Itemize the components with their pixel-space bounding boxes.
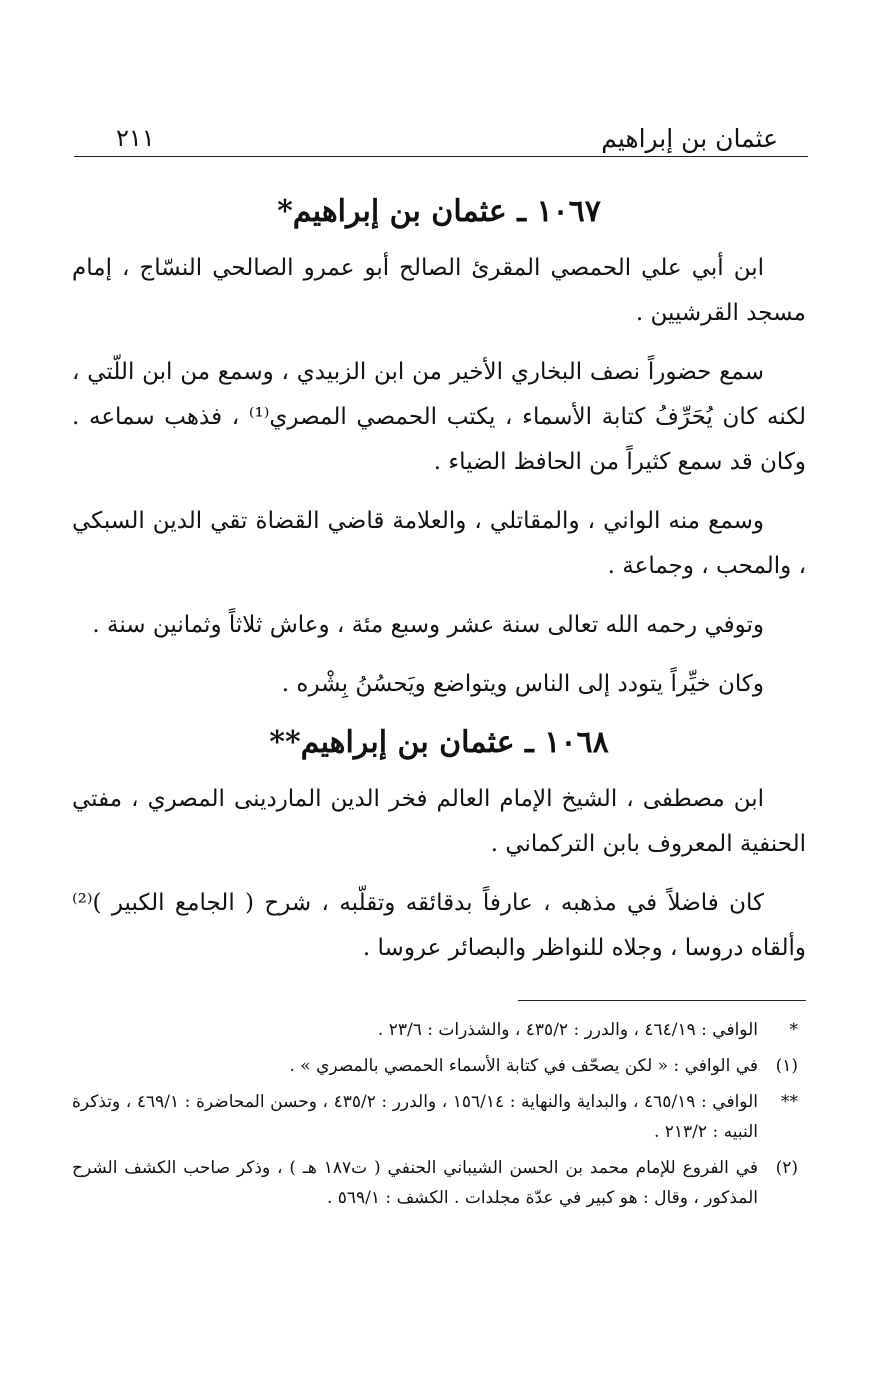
footnote [72, 1051, 806, 1081]
paragraph: ابن مصطفى ، الشيخ الإمام العالم فخر الدين الماردينى المصري ، مفتي الحنفية المعروف بابن التركماني . [72, 786, 806, 857]
footnote-divider [518, 1000, 806, 1001]
footnote [72, 1087, 806, 1147]
entry-heading: ١٠٦٨ ـ عثمان بن إبراهيم** [269, 725, 609, 760]
footnote-marker: (١) [775, 1056, 798, 1076]
paragraph: كان فاضلاً في مذهبه ، عارفاً بدقائقه وتقلّبه ، شرح ( الجامع الكبير )⁽²⁾ وألقاه دروسا ، وجلاه للنواظر والبصائر عروسا . [72, 890, 806, 961]
footnote-text: في الوافي : « لكن يصحّف في كتابة الأسماء الحمصي بالمصري » . [289, 1056, 758, 1076]
page-number: ٢١١ [116, 124, 155, 152]
footnote-text: الوافي : ٤٦٤/١٩ ، والدرر : ٤٣٥/٢ ، والشذرات : ٢٣/٦ . [377, 1020, 758, 1040]
footnote-text: الوافي : ٤٦٥/١٩ ، والبداية والنهاية : ١٥٦/١٤ ، والدرر : ٤٣٥/٢ ، وحسن المحاضرة : ٤٦٩/١ ، وتذكرة النبيه : ٢١٣/٢ . [72, 1092, 758, 1142]
footnote-marker: ** [781, 1092, 798, 1112]
paragraph: ابن أبي علي الحمصي المقرئ الصالح أبو عمرو الصالحي النسّاج ، إمام مسجد القرشيين . [72, 255, 806, 326]
footnote [72, 1153, 806, 1213]
main-text [72, 180, 806, 985]
biography-entry-1068 [72, 721, 806, 971]
paragraph: وسمع منه الواني ، والمقاتلي ، والعلامة قاضي القضاة تقي الدين السبكي ، والمحب ، وجماعة . [72, 508, 806, 579]
footnote [72, 1015, 806, 1045]
footnote-marker: * [789, 1020, 798, 1040]
running-title: عثمان بن إبراهيم [601, 124, 778, 153]
paragraph: وتوفي رحمه الله تعالى سنة عشر وسبع مئة ، وعاش ثلاثاً وثمانين سنة . [92, 612, 764, 638]
page-header [74, 112, 808, 157]
entry-heading: ١٠٦٧ ـ عثمان بن إبراهيم* [277, 194, 601, 229]
paragraph: وكان خيِّراً يتودد إلى الناس ويتواضع ويَحسُنُ بِشْره . [281, 671, 764, 697]
footnotes [72, 1000, 806, 1219]
biography-entry-1067 [72, 190, 806, 707]
footnote-marker: (٢) [775, 1158, 798, 1178]
footnote-text: في الفروع للإمام محمد بن الحسن الشيباني الحنفي ( ت١٨٧ هـ ) ، وذكر صاحب الكشف الشرح المذكور ، وقال : هو كبير في عدّة مجلدات . الكشف : ٥٦٩/١ . [72, 1158, 759, 1208]
paragraph: سمع حضوراً نصف البخاري الأخير من ابن الزبيدي ، وسمع من ابن اللّتي ، لكنه كان يُحَرِّفُ كتابة الأسماء ، يكتب الحمصي المصري⁽¹⁾ ، فذهب سماعه . وكان قد سمع كثيراً من الحافظ الضياء . [72, 359, 806, 475]
